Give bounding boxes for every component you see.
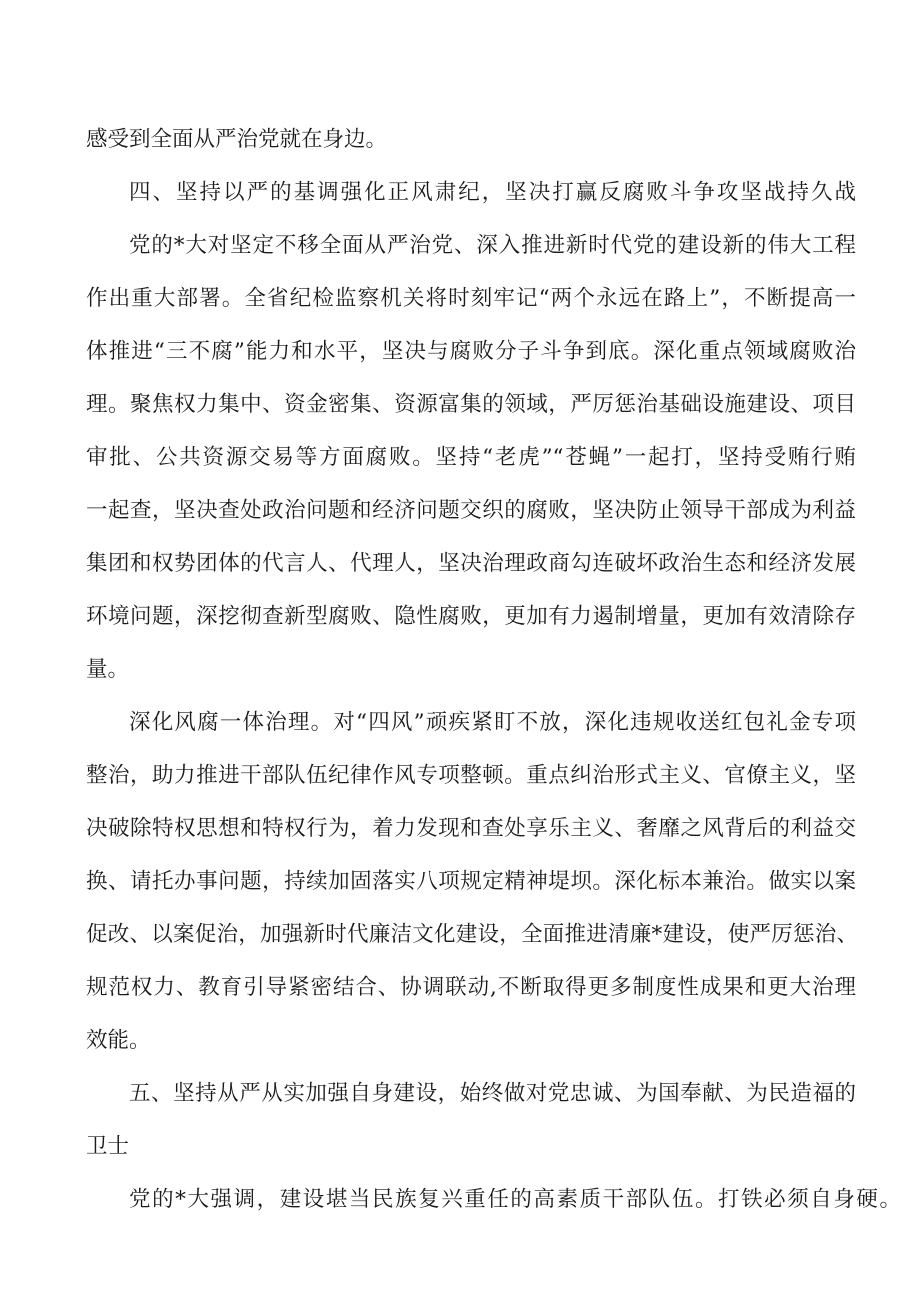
paragraph-line: 环境问题，深挖彻查新型腐败、隐性腐败，更加有力遏制增量，更加有效清除存 — [86, 604, 856, 629]
paragraph-line: 集团和权势团体的代言人、代理人，坚决治理政商勾连破坏政治生态和经济发展 — [86, 551, 856, 576]
paragraph-line: 一起查，坚决查处政治问题和经济问题交织的腐败，坚决防止领导干部成为利益 — [86, 498, 856, 523]
paragraph-line: 深化风腐一体治理。对“四风”顽疾紧盯不放，深化违规收送红包礼金专项 — [129, 710, 856, 735]
paragraph-line: 量。 — [86, 657, 130, 682]
paragraph-line: 理。聚焦权力集中、资金密集、资源富集的领域，严厉惩治基础设施建设、项目 — [86, 392, 856, 417]
paragraph-line: 体推进“三不腐”能力和水平，坚决与腐败分子斗争到底。深化重点领域腐败治 — [86, 339, 856, 364]
paragraph-line: 审批、公共资源交易等方面腐败。坚持“老虎”“苍蝇”一起打，坚持受贿行贿 — [86, 445, 856, 470]
paragraph-line: 效能。 — [86, 1028, 151, 1053]
paragraph-line: 整治，助力推进干部队伍纪律作风专项整顿。重点纠治形式主义、官僚主义，坚 — [86, 763, 856, 788]
section-heading: 四、坚持以严的基调强化正风肃纪，坚决打赢反腐败斗争攻坚战持久战 — [129, 180, 856, 205]
section-heading: 五、坚持从严从实加强自身建设，始终做对党忠诚、为国奉献、为民造福的 — [129, 1081, 856, 1106]
paragraph-line: 党的*大对坚定不移全面从严治党、深入推进新时代党的建设新的伟大工程 — [129, 233, 856, 258]
paragraph-line: 作出重大部署。全省纪检监察机关将时刻牢记“两个永远在路上”，不断提高一 — [86, 286, 856, 311]
paragraph-line: 决破除特权思想和特权行为，着力发现和查处享乐主义、奢靡之风背后的利益交 — [86, 816, 856, 841]
paragraph-line: 规范权力、教育引导紧密结合、协调联动,不断取得更多制度性成果和更大治理 — [86, 975, 856, 1000]
paragraph-line: 感受到全面从严治党就在身边。 — [86, 127, 388, 152]
paragraph-line: 党的*大强调，建设堪当民族复兴重任的高素质干部队伍。打铁必须自身硬。 — [129, 1187, 901, 1212]
section-heading: 卫士 — [86, 1134, 130, 1159]
paragraph-line: 促改、以案促治，加强新时代廉洁文化建设，全面推进清廉*建设，使严厉惩治、 — [86, 922, 858, 947]
paragraph-line: 换、请托办事问题，持续加固落实八项规定精神堤坝。深化标本兼治。做实以案 — [86, 869, 856, 894]
